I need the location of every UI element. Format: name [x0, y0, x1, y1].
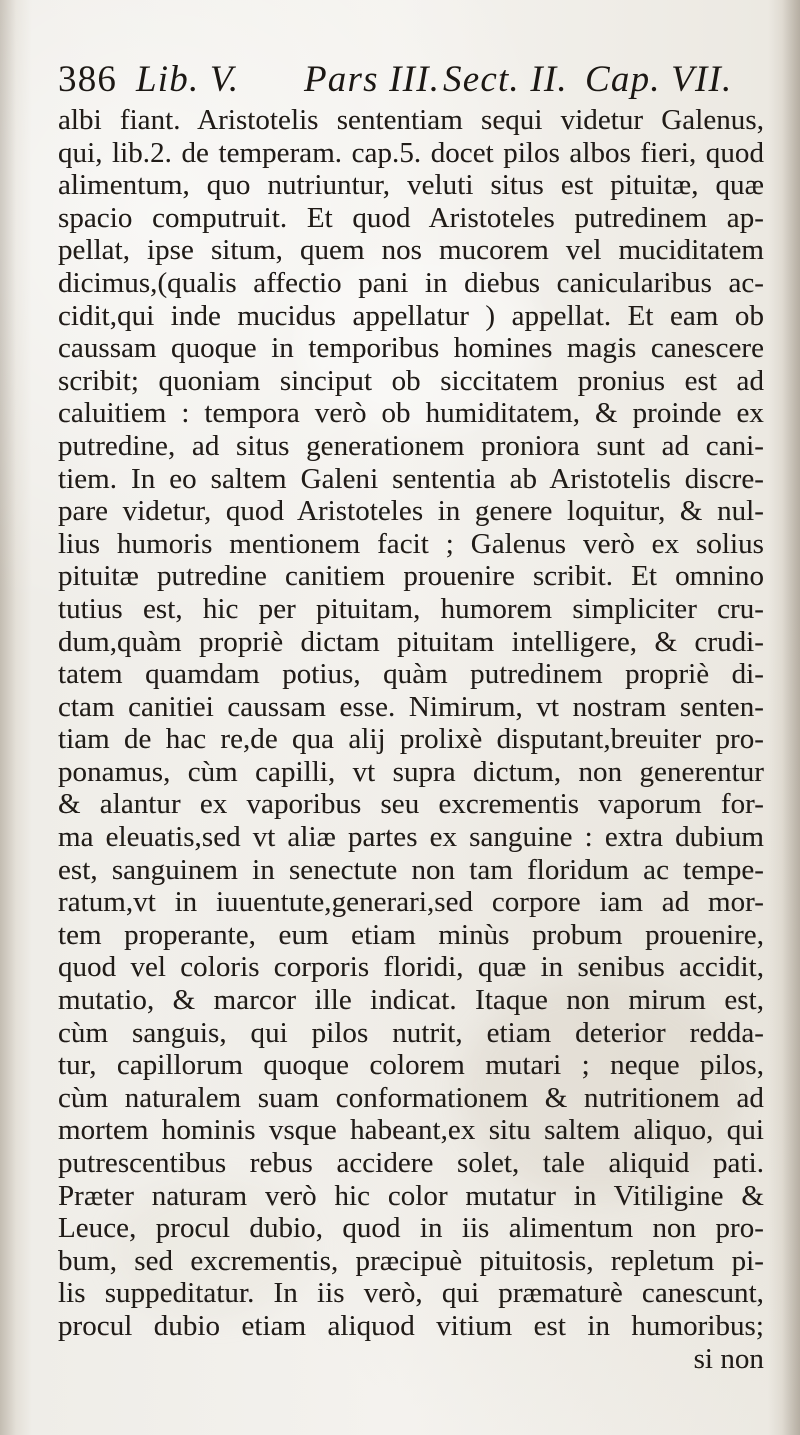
text-line: tutius est, hic per pituitam, humorem simpliciter cru-	[58, 592, 764, 625]
chapter-label: Cap. VII.	[585, 59, 733, 100]
text-line: pare videtur, quod Aristoteles in genere loquitur, & nul-	[58, 495, 764, 528]
text-line: tem properante, eum etiam minùs probum prouenire,	[58, 918, 764, 951]
text-line: mortem hominis vsque habeant,ex situ saltem aliquo, qui	[58, 1114, 764, 1147]
text-line: ma eleuatis,sed vt aliæ partes ex sanguine : extra dubium	[58, 821, 764, 854]
text-line: putrescentibus rebus accidere solet, tale aliquid pati.	[58, 1147, 764, 1179]
text-line: Præter naturam verò hic color mutatur in Vitiligine &	[58, 1179, 764, 1212]
text-line: tatem quamdam potius, quàm putredinem propriè di-	[58, 658, 764, 691]
text-line: dum,quàm propriè dictam pituitam intelligere, & crudi-	[58, 625, 764, 658]
text-line: ratum,vt in iuuentute,generari,sed corpore iam ad mor-	[58, 886, 764, 919]
left-page-shadow	[0, 0, 16, 1435]
page-number: 386	[58, 59, 118, 100]
text-line: cùm sanguis, qui pilos nutrit, etiam deterior redda-	[58, 1016, 764, 1049]
text-line: lius humoris mentionem facit ; Galenus verò ex solius	[58, 527, 764, 560]
catchword-line: si non	[693, 1342, 764, 1375]
text-line: pellat, ipse situm, quem nos mucorem vel muciditatem	[58, 234, 764, 267]
running-header	[58, 56, 758, 104]
text-line: scribit; quoniam sinciput ob siccitatem pronius est ad	[58, 364, 764, 397]
text-line: pituitæ putredine canitiem prouenire scribit. Et omnino	[58, 560, 764, 593]
text-line: Leuce, procul dubio, quod in iis alimentum non pro-	[58, 1212, 764, 1245]
part-label: Pars III.	[304, 59, 441, 100]
right-page-shadow	[782, 0, 800, 1435]
text-line: ponamus, cùm capilli, vt supra dictum, non generentur	[58, 755, 764, 788]
section-label: Sect. II.	[443, 59, 568, 100]
text-line: caluitiem : tempora verò ob humiditatem, & proinde ex	[58, 397, 764, 430]
text-line: caussam quoque in temporibus homines magis canescere	[58, 332, 764, 365]
text-line: tiam de hac re,de qua alij prolixè disputant,breuiter pro-	[58, 723, 764, 756]
text-line: cidit,qui inde mucidus appellatur ) appellat. Et eam ob	[58, 299, 764, 332]
body-text	[58, 104, 764, 1375]
text-line: mutatio, & marcor ille indicat. Itaque non mirum est,	[58, 984, 764, 1017]
text-line: est, sanguinem in senectute non tam floridum ac tempe-	[58, 853, 764, 886]
text-line: alimentum, quo nutriuntur, veluti situs est pituitæ, quæ	[58, 169, 764, 202]
text-line: tiem. In eo saltem Galeni sententia ab Aristotelis discre-	[58, 462, 764, 495]
text-line: dicimus,(qualis affectio pani in diebus canicularibus ac-	[58, 266, 764, 299]
text-line: ctam canitiei caussam esse. Nimirum, vt nostram senten-	[58, 690, 764, 723]
text-line: tur, capillorum quoque colorem mutari ; neque pilos,	[58, 1049, 764, 1082]
text-line: & alantur ex vaporibus seu excrementis vaporum for-	[58, 788, 764, 821]
text-line: cùm naturalem suam conformationem & nutritionem ad	[58, 1081, 764, 1114]
text-line: albi fiant. Aristotelis sententiam sequi videtur Galenus,	[58, 104, 764, 136]
book-label: Lib. V.	[136, 59, 240, 100]
text-line: qui, lib.2. de temperam. cap.5. docet pilos albos fieri, quod	[58, 136, 764, 169]
text-line: procul dubio etiam aliquod vitium est in humoribus;	[58, 1309, 764, 1342]
text-line: spacio computruit. Et quod Aristoteles putredinem ap-	[58, 201, 764, 234]
text-line: lis suppeditatur. In iis verò, qui præmaturè canescunt,	[58, 1277, 764, 1310]
text-line: bum, sed excrementis, præcipuè pituitosis, repletum pi-	[58, 1244, 764, 1277]
text-line: quod vel coloris corporis floridi, quæ in senibus accidit,	[58, 951, 764, 984]
text-line: putredine, ad situs generationem proniora sunt ad cani-	[58, 429, 764, 462]
